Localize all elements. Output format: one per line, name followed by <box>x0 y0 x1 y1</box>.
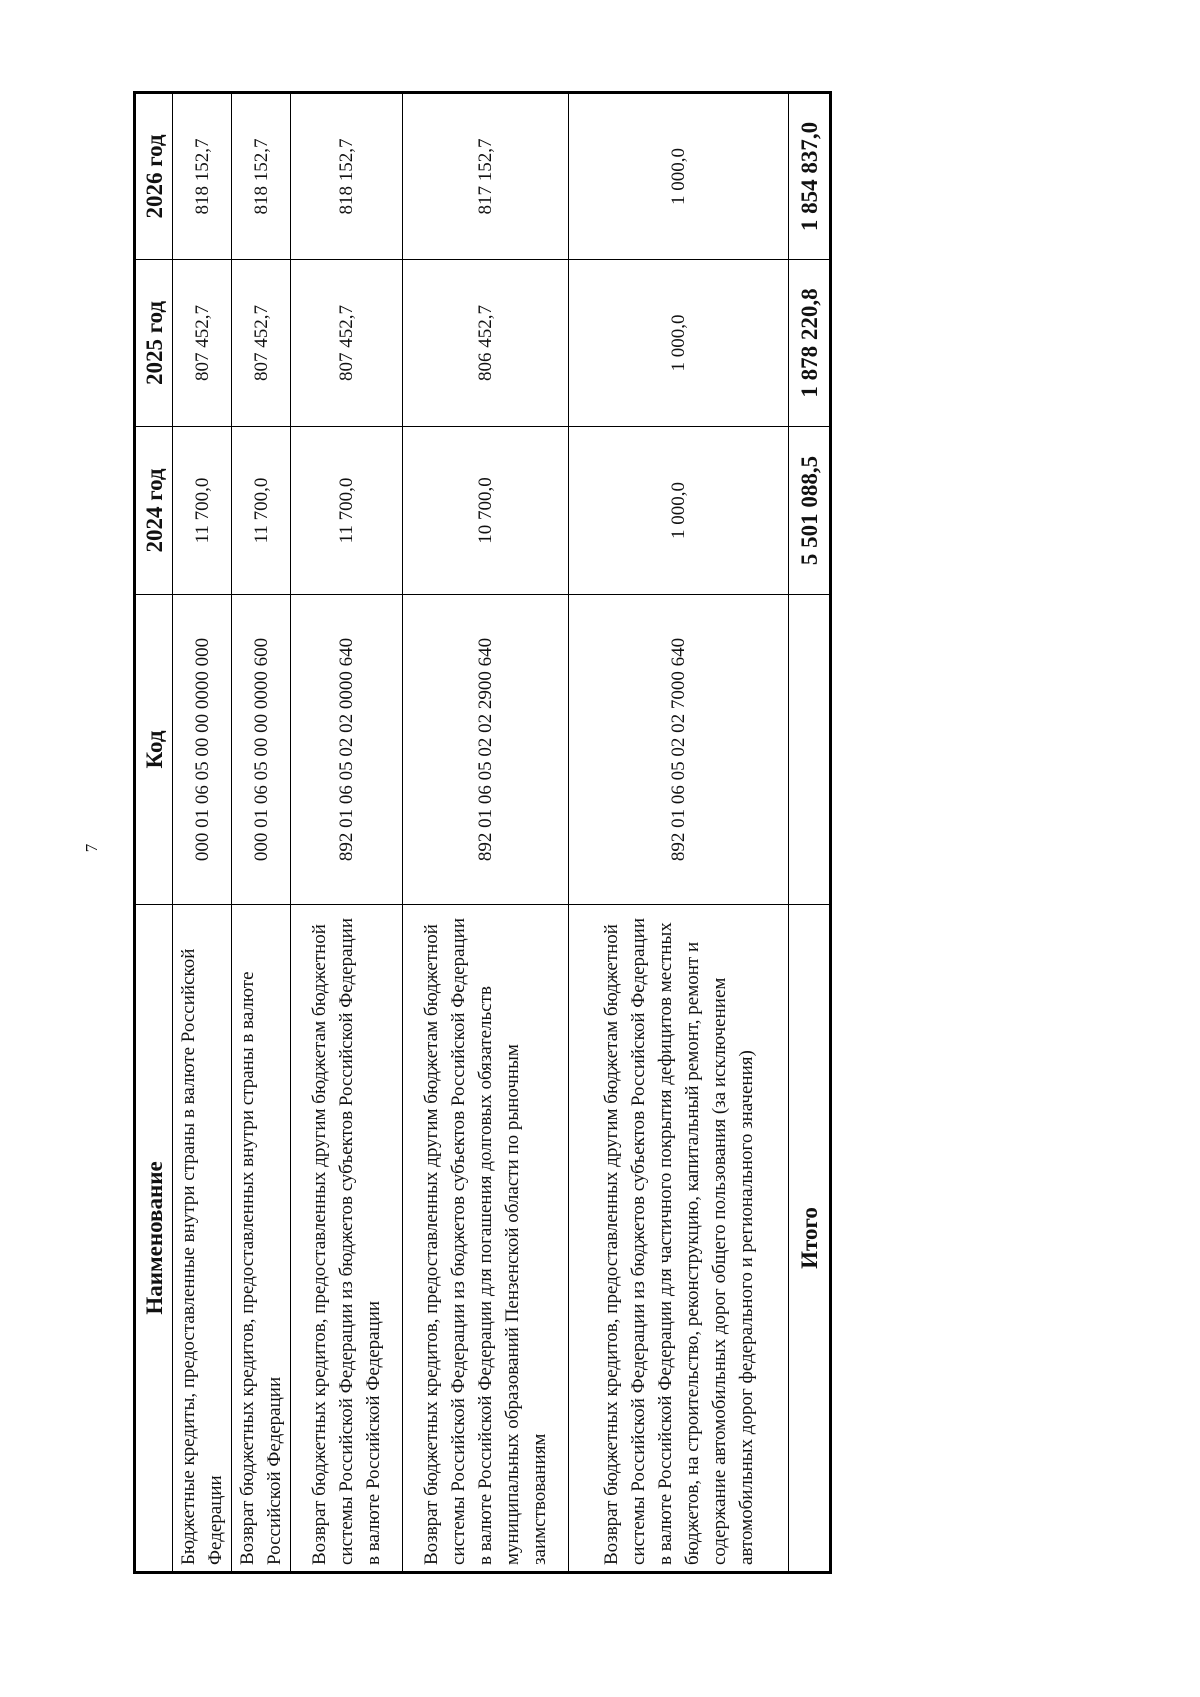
row-name: Возврат бюджетных кредитов, предоставленных внутри страны в валюте Российской Федерации <box>232 905 291 1573</box>
total-label: Итого <box>789 905 831 1573</box>
table-row <box>403 93 569 1573</box>
row-name: Бюджетные кредиты, предоставленные внутри страны в валюте Российской Федерации <box>173 905 232 1573</box>
row-value-2024: 1 000,0 <box>569 427 789 595</box>
row-value-2024: 11 700,0 <box>232 427 291 595</box>
row-code: 892 01 06 05 02 02 0000 640 <box>291 595 403 905</box>
row-code: 892 01 06 05 02 02 7000 640 <box>569 595 789 905</box>
row-value-2026: 1 000,0 <box>569 93 789 260</box>
row-value-2026: 817 152,7 <box>403 93 569 260</box>
row-value-2026: 818 152,7 <box>291 93 403 260</box>
header-2024: 2024 год <box>135 427 173 595</box>
row-code: 000 01 06 05 00 00 0000 600 <box>232 595 291 905</box>
row-value-2026: 818 152,7 <box>173 93 232 260</box>
row-value-2024: 11 700,0 <box>173 427 232 595</box>
table-row <box>173 93 232 1573</box>
row-value-2025: 806 452,7 <box>403 260 569 427</box>
page-number: 7 <box>82 843 101 853</box>
row-value-2024: 11 700,0 <box>291 427 403 595</box>
row-value-2025: 1 000,0 <box>569 260 789 427</box>
row-name: Возврат бюджетных кредитов, предоставленных другим бюджетам бюджетной системы Российской Федерации из бюджетов субъектов Российской Федерации в валюте Российской Федерации для частичного покрытия дефицитов местных бюджетов, на строительство, реконструкцию, капитальный ремонт, ремонт и содержание автомобильных дорог общего пользования (за исключением автомобильных дорог федерального и регионального значения) <box>569 905 789 1573</box>
total-value-2024: 5 501 088,5 <box>789 427 831 595</box>
header-2025: 2025 год <box>135 260 173 427</box>
total-code <box>789 595 831 905</box>
header-name: Наименование <box>135 905 173 1573</box>
row-value-2025: 807 452,7 <box>291 260 403 427</box>
rotated-page-content <box>133 94 823 1574</box>
row-value-2026: 818 152,7 <box>232 93 291 260</box>
header-2026: 2026 год <box>135 93 173 260</box>
total-value-2026: 1 854 837,0 <box>789 93 831 260</box>
row-name: Возврат бюджетных кредитов, предоставленных другим бюджетам бюджетной системы Российской Федерации из бюджетов субъектов Российской Федерации в валюте Российской Федерации <box>291 905 403 1573</box>
row-name: Возврат бюджетных кредитов, предоставленных другим бюджетам бюджетной системы Российской Федерации из бюджетов субъектов Российской Федерации в валюте Российской Федерации для погашения долговых обязательств муниципальных образований Пензенской области по рыночным заимствованиям <box>403 905 569 1573</box>
row-code: 000 01 06 05 00 00 0000 000 <box>173 595 232 905</box>
row-code: 892 01 06 05 02 02 2900 640 <box>403 595 569 905</box>
table-row <box>232 93 291 1573</box>
total-value-2025: 1 878 220,8 <box>789 260 831 427</box>
table-row <box>291 93 403 1573</box>
row-value-2024: 10 700,0 <box>403 427 569 595</box>
table-row <box>569 93 789 1573</box>
header-code: Код <box>135 595 173 905</box>
budget-table-container <box>133 94 823 1574</box>
total-row <box>789 93 831 1573</box>
budget-credits-table <box>133 91 832 1574</box>
row-value-2025: 807 452,7 <box>173 260 232 427</box>
row-value-2025: 807 452,7 <box>232 260 291 427</box>
table-header-row <box>135 93 173 1573</box>
